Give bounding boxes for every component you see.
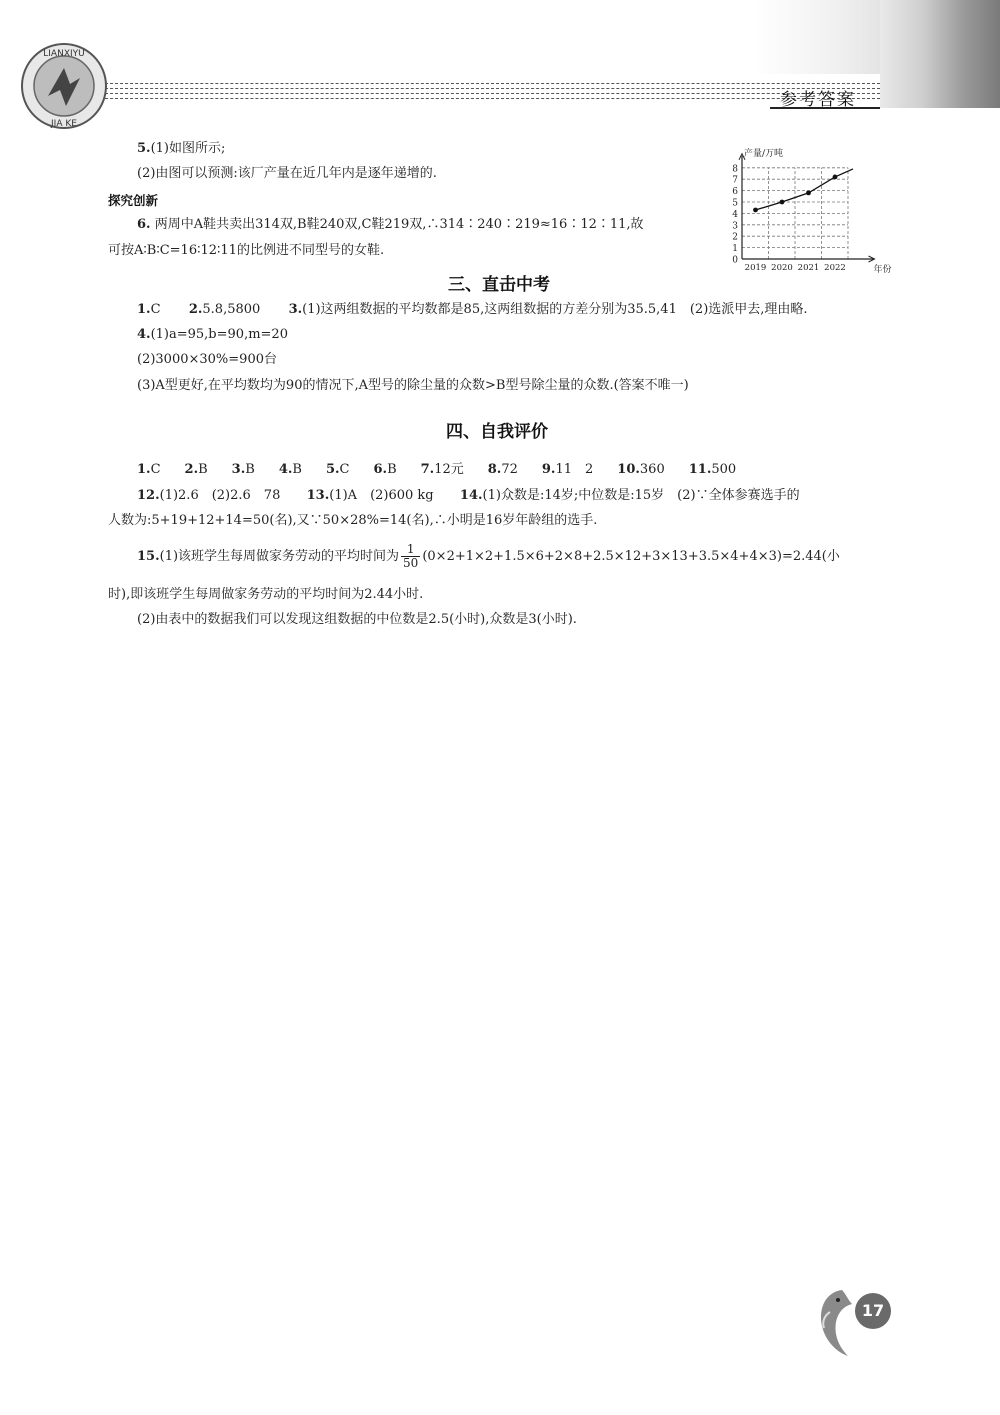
q5-line1 (137, 140, 225, 158)
s3-line1 (137, 301, 808, 319)
header-rule (770, 107, 880, 109)
y-tick-label: 0 (732, 255, 738, 266)
q6-number: 6. (137, 217, 151, 232)
series-line (756, 169, 854, 210)
s4-answer-item (279, 462, 302, 477)
s4-answer-number: 8. (487, 462, 502, 477)
s4-answer-value: B (245, 462, 255, 477)
y-tick-label: 6 (732, 187, 738, 198)
s4-answers-row (137, 461, 736, 479)
data-point (833, 175, 838, 180)
s3-q1-number: 1. (137, 302, 151, 317)
s4-answer-value: 12元 (434, 462, 464, 477)
s4-q15-fraction (401, 543, 420, 570)
section3-title: 三、直击中考 (448, 275, 550, 295)
s4-answer-number: 4. (278, 462, 293, 477)
q5-number: 5. (137, 141, 151, 156)
s4-answer-item (542, 462, 593, 477)
s3-q4-part1: (1)a=95,b=90,m=20 (150, 327, 288, 342)
s4-line2 (137, 487, 800, 505)
s4-answer-value: 360 (639, 462, 665, 477)
s4-q15-number: 15. (137, 549, 160, 564)
s4-answer-number: 10. (617, 462, 640, 477)
y-axis-title: 产量/万吨 (744, 148, 784, 159)
y-tick-label: 5 (732, 198, 738, 209)
s3-q4-number: 4. (137, 327, 151, 342)
s4-answer-item (373, 462, 396, 477)
s4-q15-line2: 时),即该班学生每周做家务劳动的平均时间为2.44小时. (108, 587, 424, 602)
y-tick-label: 7 (732, 175, 738, 186)
s4-q12-number: 12. (137, 488, 160, 503)
s3-q4-part3: (3)A型更好,在平均数均为90的情况下,A型号的除尘量的众数>B型号除尘量的众数.(答案不唯一) (137, 378, 689, 393)
s4-answer-value: 11 2 (555, 462, 594, 477)
s4-q14-answer: (1)众数是:14岁;中位数是:15岁 (2)∵全体参赛选手的 (482, 488, 800, 503)
s4-q12-answer: (1)2.6 (2)2.6 78 (159, 488, 281, 503)
s4-answer-number: 2. (184, 462, 199, 477)
page-number: 17 (855, 1293, 891, 1329)
s4-answer-value: C (150, 462, 161, 477)
s4-answer-item (421, 462, 464, 477)
s3-q2-answer: 5.8,5800 (202, 302, 261, 317)
s4-answer-number: 6. (373, 462, 388, 477)
s4-q15-post: (0×2+1×2+1.5×6+2×8+2.5×12+3×13+3.5×4+4×3)=2.44(小 (422, 549, 840, 564)
svg-text:LIANXIYU: LIANXIYU (43, 49, 85, 59)
s4-answer-number: 7. (420, 462, 435, 477)
s3-q1-answer: C (150, 302, 161, 317)
publisher-logo (18, 40, 110, 132)
s4-answer-item (617, 462, 664, 477)
s4-q14-number: 14. (459, 488, 483, 503)
data-point (806, 190, 811, 195)
x-tick-label: 2021 (797, 263, 820, 273)
s3-q2-number: 2. (188, 302, 203, 317)
s3-q3-answer: (1)这两组数据的平均数都是85,这两组数据的方差分别为35.5,41 (2)选派甲去,理由略. (302, 302, 808, 317)
s4-q15-line3: (2)由表中的数据我们可以发现这组数据的中位数是2.5(小时),众数是3(小时). (137, 612, 577, 627)
header-gradient (755, 0, 880, 74)
production-line-chart (722, 144, 892, 276)
y-tick-label: 2 (732, 232, 738, 243)
s4-q13-number: 13. (306, 488, 330, 503)
s4-answer-value: B (198, 462, 208, 477)
section4-title: 四、自我评价 (446, 422, 548, 442)
explore-heading: 探究创新 (108, 193, 159, 208)
s4-answer-number: 5. (325, 462, 340, 477)
q6-line2: 可按A∶B∶C=16∶12∶11的比例进不同型号的女鞋. (108, 243, 385, 258)
s4-answer-value: B (292, 462, 302, 477)
s4-answer-item (137, 462, 161, 477)
s4-q13-answer: (1)A (2)600 kg (329, 488, 434, 503)
s4-answer-item (689, 462, 736, 477)
header-title: 参考答案 (780, 90, 856, 110)
s4-q14-line2: 人数为:5+19+12+14=50(名),又∵50×28%=14(名),∴小明是16岁年龄组的选手. (108, 513, 598, 528)
s4-answer-item (232, 462, 255, 477)
s3-line2 (137, 326, 288, 344)
q6-text-1: 两周中A鞋共卖出314双,B鞋240双,C鞋219双,∴314∶240∶219≈16∶12∶11,故 (154, 217, 644, 232)
s4-answer-value: B (387, 462, 397, 477)
x-axis-title: 年份 (873, 265, 892, 275)
header-dashed-lines (95, 83, 880, 105)
data-point (753, 208, 758, 213)
y-tick-label: 3 (732, 221, 738, 232)
s4-answer-item (488, 462, 518, 477)
s3-q3-number: 3. (288, 302, 303, 317)
y-tick-label: 8 (732, 164, 738, 175)
s4-answer-number: 11. (688, 462, 712, 477)
s4-answer-number: 3. (231, 462, 246, 477)
data-point (780, 200, 785, 205)
s4-answer-value: C (339, 462, 350, 477)
s4-answer-item (185, 462, 208, 477)
s4-q15-line1 (137, 543, 840, 571)
q5-text-1: (1)如图所示; (150, 141, 226, 156)
x-tick-label: 2020 (771, 263, 793, 273)
s4-answer-number: 9. (541, 462, 556, 477)
s4-q15-pre: (1)该班学生每周做家务劳动的平均时间为 (159, 549, 400, 564)
header-grey-block (880, 0, 1000, 108)
fraction-numerator: 1 (401, 543, 420, 557)
fraction-denominator: 50 (403, 556, 419, 570)
x-tick-label: 2022 (824, 263, 846, 273)
x-tick-label: 2019 (744, 263, 767, 273)
y-tick-label: 4 (732, 209, 738, 220)
q6-line1 (137, 216, 644, 234)
s3-q4-part2: (2)3000×30%=900台 (137, 352, 277, 367)
y-tick-label: 1 (732, 244, 738, 255)
q5-line2: (2)由图可以预测:该厂产量在近几年内是逐年递增的. (137, 166, 437, 181)
s4-answer-value: 72 (501, 462, 518, 477)
s4-answer-value: 500 (711, 462, 737, 477)
s4-answer-number: 1. (137, 462, 151, 477)
s4-answer-item (326, 462, 350, 477)
svg-text:JIA KE: JIA KE (51, 119, 77, 129)
